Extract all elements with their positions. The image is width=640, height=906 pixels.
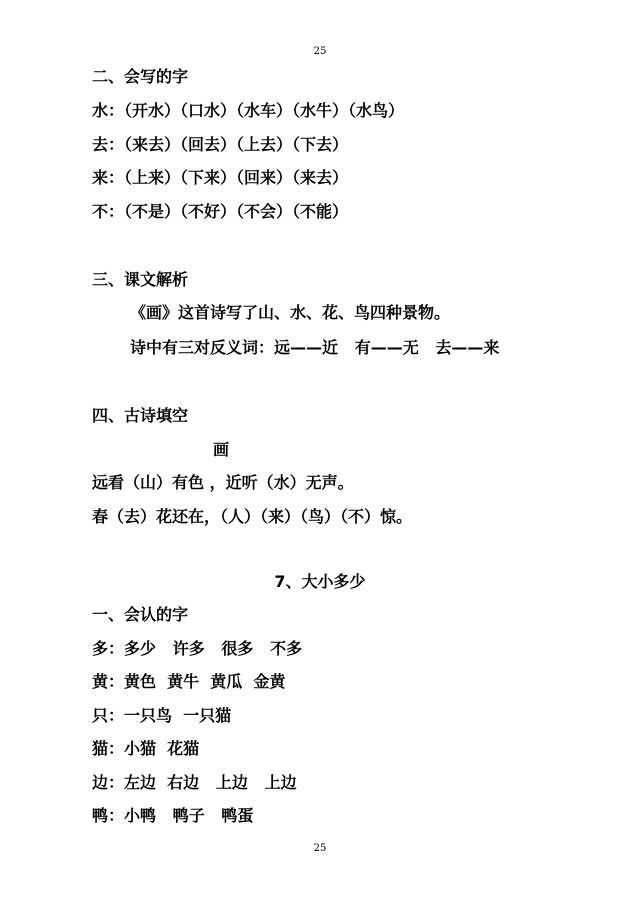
poem-line-1: 远看（山）有色 ，近听（水）无声。 bbox=[92, 473, 354, 492]
section-heading-poem-fill: 四、古诗填空 bbox=[92, 406, 189, 425]
analysis-line-2: 诗中有三对反义词：远——近 有——无 去——来 bbox=[130, 338, 500, 357]
write-line-bu: 不：（不是）（不好）（不会）（不能） bbox=[92, 202, 349, 221]
page-number-top: 25 bbox=[313, 46, 327, 57]
section-heading-write: 二、会写的字 bbox=[92, 67, 189, 86]
poem-title: 画 bbox=[213, 440, 230, 459]
recognize-line-ya: 鸭：小鸭 鸭子 鸭蛋 bbox=[92, 806, 254, 825]
write-line-qu: 去：（来去）（回去）（上去）（下去） bbox=[92, 135, 349, 154]
section-heading-analysis: 三、课文解析 bbox=[92, 270, 189, 289]
write-line-lai: 来：（上来）（下来）（回来）（来去） bbox=[92, 168, 349, 187]
recognize-line-duo: 多：多少 许多 很多 不多 bbox=[92, 639, 303, 658]
recognize-line-zhi: 只：一只鸟 一只猫 bbox=[92, 706, 232, 725]
section-heading-recognize: 一、会认的字 bbox=[92, 605, 189, 624]
lesson-title: 7、大小多少 bbox=[274, 572, 366, 591]
analysis-line-1: 《画》这首诗写了山、水、花、鸟四种景物。 bbox=[130, 303, 451, 322]
poem-line-2: 春（去）花还在，（人）（来）（鸟）（不）惊。 bbox=[92, 507, 413, 526]
recognize-line-bian: 边：左边 右边 上边 上边 bbox=[92, 773, 297, 792]
recognize-line-huang: 黄：黄色 黄牛 黄瓜 金黄 bbox=[92, 672, 286, 691]
write-line-shui: 水：（开水）（口水）（水车）（水牛）（水鸟） bbox=[92, 101, 405, 120]
recognize-line-mao: 猫：小猫 花猫 bbox=[92, 739, 200, 758]
page-number-bottom: 25 bbox=[313, 843, 327, 854]
